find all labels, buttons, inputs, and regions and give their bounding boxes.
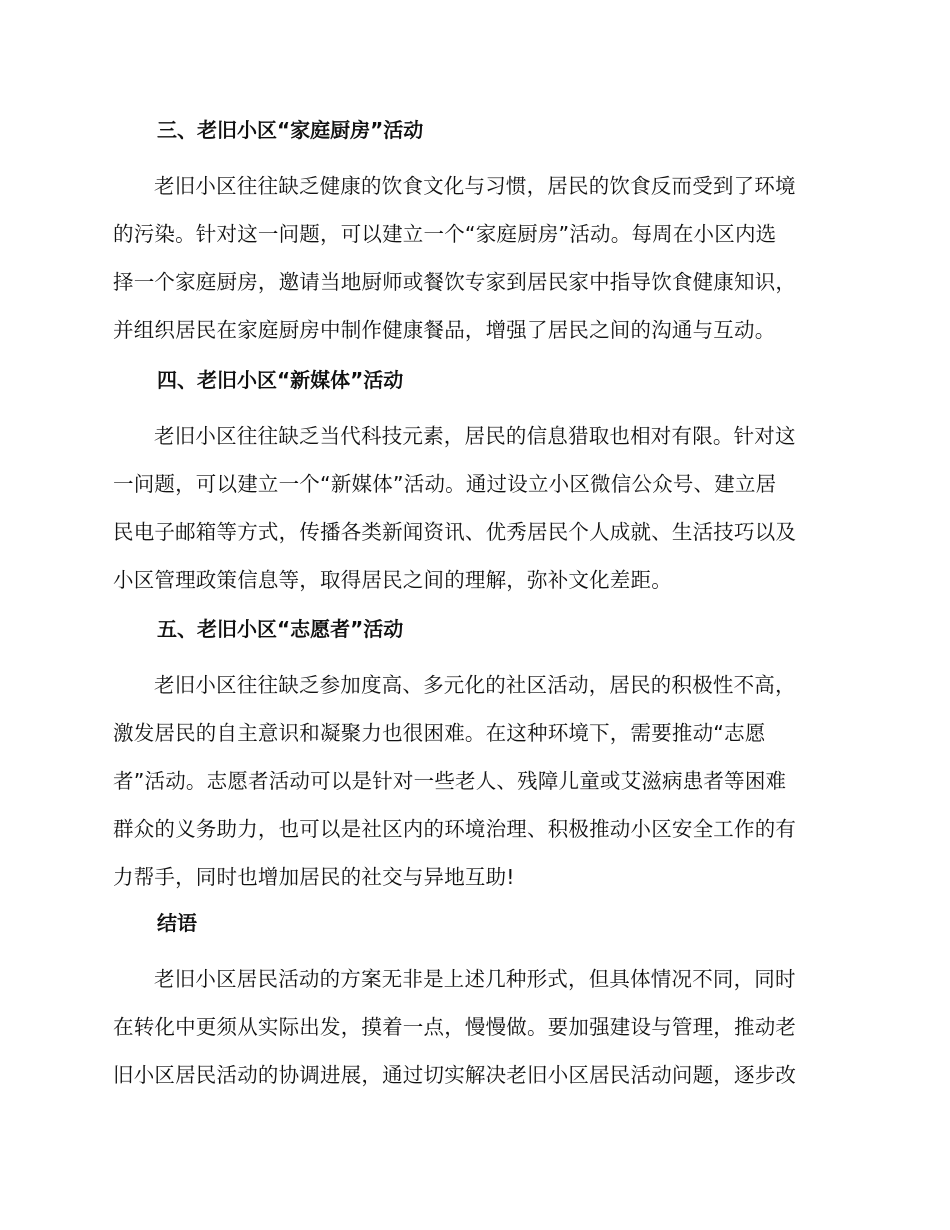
paragraph-line: 一问题，可以建立一个“新媒体”活动。通过设立小区微信公众号、建立居 <box>113 472 777 496</box>
section-heading: 五、老旧小区“志愿者”活动 <box>157 617 404 641</box>
paragraph-line: 老旧小区往往缺乏当代科技元素，居民的信息猎取也相对有限。针对这 <box>154 424 796 448</box>
paragraph-line: 择一个家庭厨房，邀请当地厨师或餐饮专家到居民家中指导饮食健康知识， <box>113 270 797 294</box>
paragraph-line: 老旧小区居民活动的方案无非是上述几种形式，但具体情况不同，同时 <box>154 967 796 991</box>
paragraph-line: 者”活动。志愿者活动可以是针对一些老人、残障儿童或艾滋病患者等困难 <box>113 769 787 793</box>
section-paragraph <box>113 162 833 354</box>
paragraph-line: 群众的义务助力，也可以是社区内的环境治理、积极推动小区安全工作的有 <box>113 817 797 841</box>
section-paragraph <box>113 412 833 604</box>
paragraph-line: 在转化中更须从实际出发，摸着一点，慢慢做。要加强建设与管理，推动老 <box>113 1015 797 1039</box>
paragraph-line: 力帮手，同时也增加居民的社交与异地互助! <box>113 865 515 889</box>
paragraph-line: 民电子邮箱等方式，传播各类新闻资讯、优秀居民个人成就、生活技巧以及 <box>113 520 797 544</box>
section-paragraph <box>113 661 833 901</box>
paragraph-line: 激发居民的自主意识和凝聚力也很困难。在这种环境下，需要推动“志愿 <box>113 721 766 745</box>
section-paragraph <box>113 955 833 1099</box>
paragraph-line: 小区管理政策信息等，取得居民之间的理解，弥补文化差距。 <box>113 568 672 592</box>
paragraph-line: 老旧小区往往缺乏参加度高、多元化的社区活动，居民的积极性不高， <box>154 673 796 697</box>
paragraph-line: 旧小区居民活动的协调进展，通过切实解决老旧小区居民活动问题，逐步改 <box>113 1063 797 1087</box>
paragraph-line: 的污染。针对这一问题，可以建立一个“家庭厨房”活动。每周在小区内选 <box>113 222 777 246</box>
paragraph-line: 并组织居民在家庭厨房中制作健康餐品，增强了居民之间的沟通与互动。 <box>113 318 776 342</box>
section-heading: 结语 <box>157 911 197 935</box>
section-heading: 四、老旧小区“新媒体”活动 <box>157 368 404 392</box>
paragraph-line: 老旧小区往往缺乏健康的饮食文化与习惯，居民的饮食反而受到了环境 <box>154 174 796 198</box>
section-heading: 三、老旧小区“家庭厨房”活动 <box>157 118 424 142</box>
